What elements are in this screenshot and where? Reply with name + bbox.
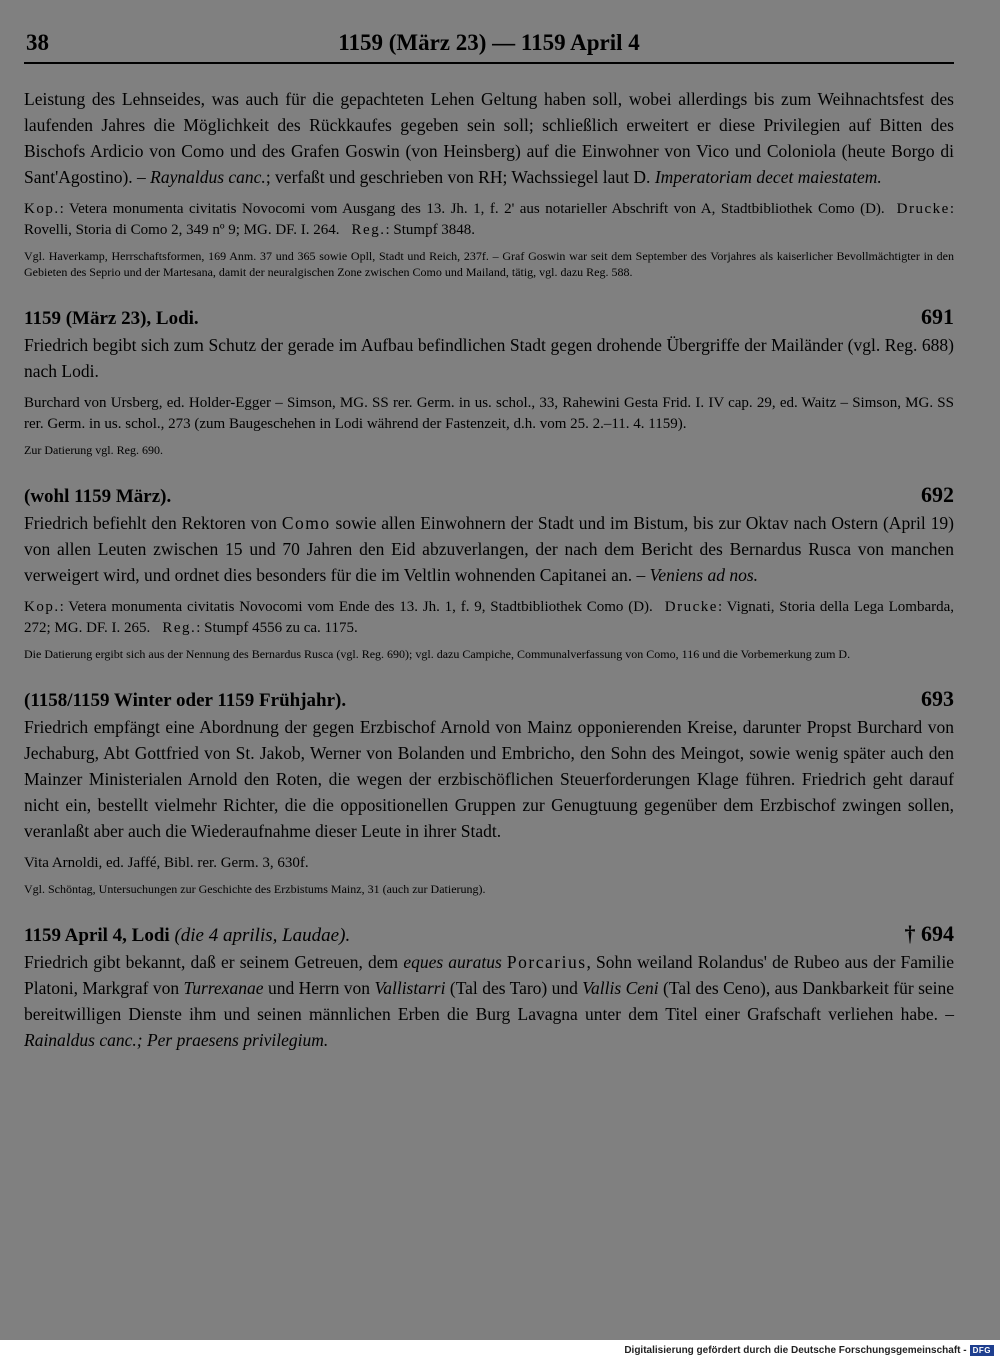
running-title: 1159 (März 23) — 1159 April 4 [338,30,640,55]
regest-note: Die Datierung ergibt sich aus der Nennung des Bernardus Rusca (vgl. Reg. 690); vgl. dazu Campiche, Communalverfassung von Como, 116 und die Vorbemerkung zum D. [24,647,851,661]
regest-heading [24,921,954,949]
regest-693 [24,686,954,897]
regest-heading [24,304,954,332]
regest-heading [24,686,954,714]
regest-date-place: 1159 (März 23), Lodi. [24,308,199,329]
regest-note: Vgl. Schöntag, Untersuchungen zur Geschichte des Erzbistums Mainz, 31 (auch zur Datierung). [24,882,486,896]
regest-sources: Kop.: Vetera monumenta civitatis Novocomi vom Ende des 13. Jh. 1, f. 9, Stadtbibliothek Como (D). Drucke: Vignati, Storia della Lega Lombarda, 272; MG. DF. I. 265. Reg.: Stumpf 4556 zu ca. 1175. [24,599,955,636]
page-number: 38 [26,30,49,55]
regest-text: Friedrich begibt sich zum Schutz der gerade im Aufbau befindlichen Stadt gegen drohende Übergriffe der Mailänder (vgl. Reg. 688) nach Lodi. [24,335,954,381]
regest-694 [24,921,954,1053]
regest-text: Friedrich befiehlt den Rektoren von Como sowie allen Einwohnern der Stadt und im Bistum, bis zur Oktav nach Ostern (April 19) von allen Leuten zwischen 15 und 70 Jahren den Eid abzuverlangen, der nach dem Bericht des Bernardus Rusca von manchen verweigert wird, und ordnet dies besonders für die im Veltlin wohnenden Capitanei an. – Veniens ad nos. [24,513,954,585]
intro-sources: Kop.: Vetera monumenta civitatis Novocomi vom Ausgang des 13. Jh. 1, f. 2' aus notarieller Abschrift von A, Stadtbibliothek Como (D). Drucke: Rovelli, Storia di Como 2, 349 nº 9; MG. DF. I. 264. Reg.: Stumpf 3848. [24,201,954,238]
regest-text: Friedrich empfängt eine Abordnung der gegen Erzbischof Arnold von Mainz opponierenden Kreise, darunter Propst Burchard von Jechaburg, Abt Gottfried von St. Jakob, Werner von Bolanden und Embricho, den Sohn des Meingot, sowie wenig später auch den Mainzer Ministerialen Arnold den Roten, die wegen der erzbischöflichen Steuerforderungen Klage führen. Friedrich geht darauf nicht ein, bestellt vielmehr Richter, die die oppositionellen Gruppen zur Genugtuung gegenüber dem Erzbischof zwingen sollen, veranlaßt aber auch die Wiederaufnahme dieser Leute in ihrer Stadt. [24,717,954,841]
regest-number: 692 [921,482,954,507]
intro-paragraph: Leistung des Lehnseides, was auch für die gepachteten Lehen Geltung haben soll, wobei allerdings bis zum Weihnachtsfest des laufenden Jahres die Möglichkeit des Rückkaufes gegeben sein soll; schließlich erweitert er diese Privilegien auf Bitten des Bischofs Ardicio von Como und des Grafen Goswin (von Heinsberg) auf die Einwohner von Vico und Coloniola (heute Borgo di Sant'Agostino). – Raynaldus canc.; verfaßt und geschrieben von RH; Wachssiegel laut D. Imperatoriam decet maiestatem. [24,89,954,187]
page-content [24,86,954,1053]
regest-691 [24,304,954,458]
funding-footer [624,1343,994,1357]
regest-text: Friedrich gibt bekannt, daß er seinem Getreuen, dem eques auratus Porcarius, Sohn weiland Rolandus' de Rubeo aus der Familie Platoni, Markgraf von Turrexanae und Herrn von Vallistarri (Tal des Taro) und Vallis Ceni (Tal des Ceno), aus Dankbarkeit für seine bereitwilligen Dienste ihm und seinen männlichen Erben die Burg Lavagna unter dem Titel einer Grafschaft verliehen habe. – Rainaldus canc.; Per praesens privilegium. [24,952,955,1050]
regest-date-place: (1158/1159 Winter oder 1159 Frühjahr). [24,690,347,711]
regest-sources: Burchard von Ursberg, ed. Holder-Egger – Simson, MG. SS rer. Germ. in us. schol., 33, Rahewini Gesta Frid. I. IV cap. 29, ed. Waitz – Simson, MG. SS rer. Germ. in us. schol., 273 (zum Baugeschehen in Lodi während der Fastenzeit, d.h. vom 25. 2.–11. 4. 1159). [24,395,954,432]
footer-text: Digitalisierung gefördert durch die Deutsche Forschungsgemeinschaft - [624,1344,967,1356]
page-header [24,28,954,64]
regest-heading [24,482,954,510]
regest-692 [24,482,954,662]
intro-note: Vgl. Haverkamp, Herrschaftsformen, 169 Anm. 37 und 365 sowie Opll, Stadt und Reich, 237f. – Graf Goswin war seit dem September des Vorjahres als kaiserlicher Bevollmächtigter in den Gebieten des Seprio und der Martesana, damit der neuralgischen Zone zwischen Como und Mailand, tätig, vgl. dazu Reg. 588. [24,249,954,279]
regest-date-place: 1159 April 4, Lodi (die 4 aprilis, Laudae). [24,925,351,946]
regest-date-place: (wohl 1159 März). [24,486,172,507]
regest-note: Zur Datierung vgl. Reg. 690. [24,443,163,457]
regest-number: 693 [921,686,954,711]
regest-sources: Vita Arnoldi, ed. Jaffé, Bibl. rer. Germ. 3, 630f. [24,855,309,871]
dfg-logo: DFG [970,1345,994,1356]
regest-number: † 694 [904,921,954,946]
regest-number: 691 [921,304,954,329]
